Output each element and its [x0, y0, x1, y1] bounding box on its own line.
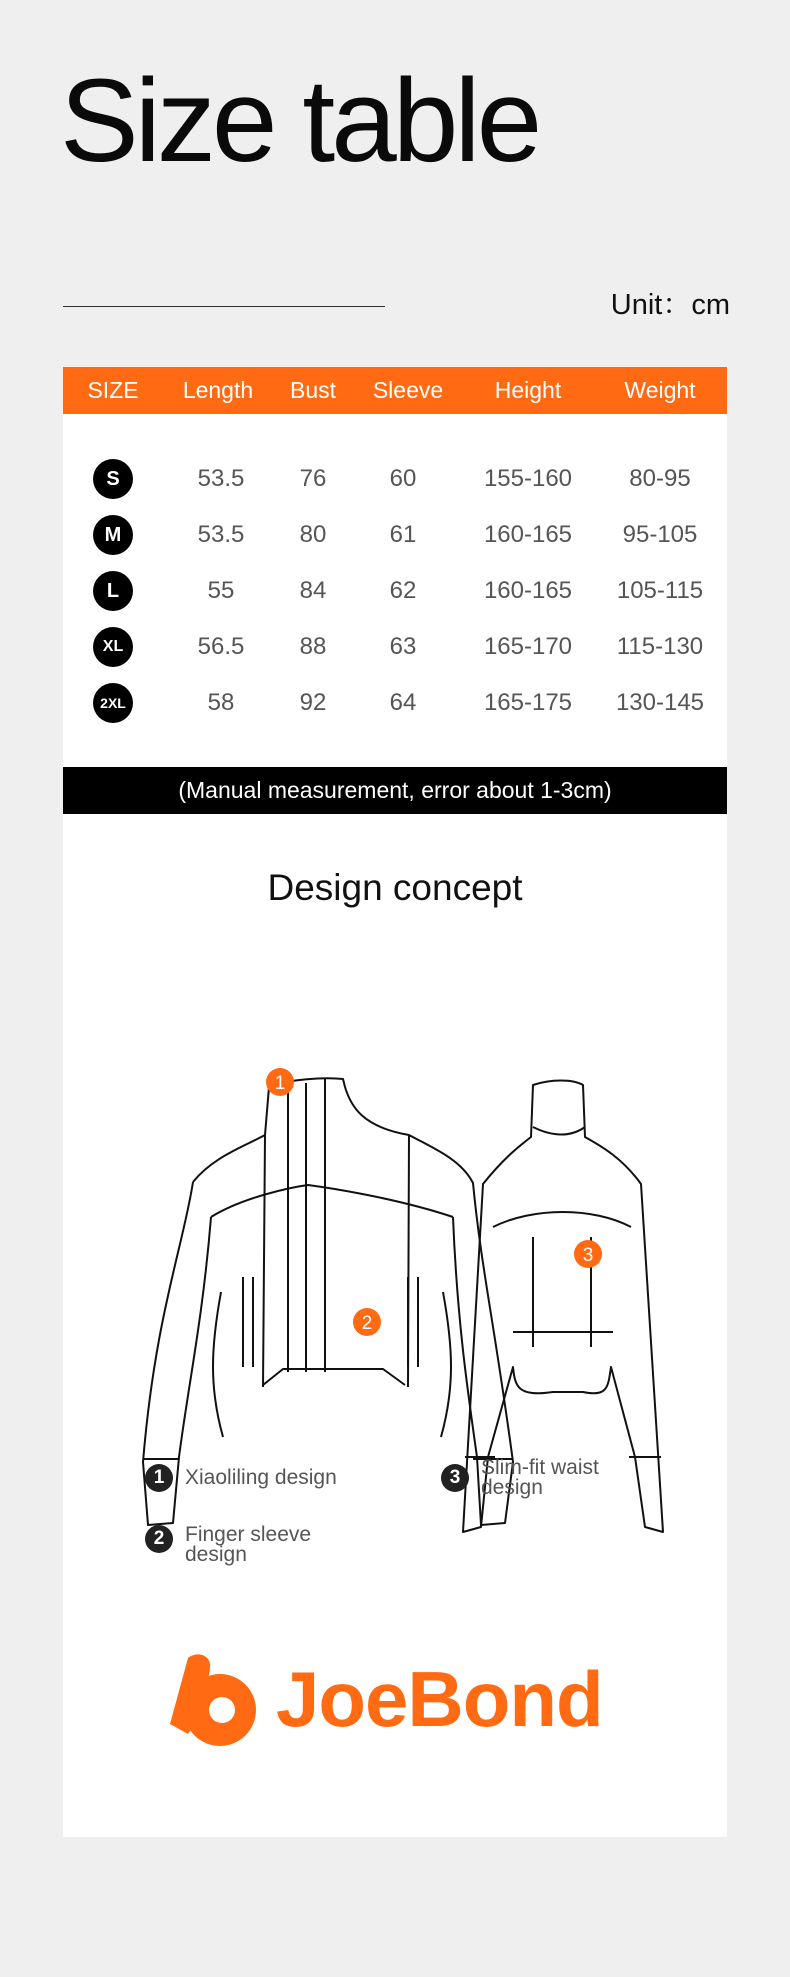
legend-text: Finger sleeve design [185, 1523, 312, 1566]
header-length: Length [182, 377, 254, 403]
size-table-header [63, 367, 727, 414]
design-concept-title: Design concept [267, 867, 523, 908]
marker-1-label: 1 [274, 1073, 286, 1094]
cell-sleeve: 61 [389, 521, 417, 548]
cell-bust: 80 [299, 521, 327, 548]
table-row [63, 455, 727, 503]
cell-weight: 80-95 [629, 465, 691, 492]
cell-weight: 105-115 [616, 577, 704, 604]
cell-sleeve: 60 [389, 465, 417, 492]
cell-height: 160-165 [483, 577, 573, 604]
table-row [63, 567, 727, 615]
size-badge: 2XL [93, 683, 133, 723]
table-row [63, 679, 727, 727]
measurement-note: (Manual measurement, error about 1-3cm) [63, 767, 727, 814]
header-weight: Weight [624, 377, 696, 403]
header-bust: Bust [289, 377, 337, 403]
size-badge: M [93, 515, 133, 555]
size-badge: L [93, 571, 133, 611]
cell-bust: 88 [299, 633, 327, 660]
legend-number: 2 [145, 1525, 173, 1553]
legend-number: 1 [145, 1464, 173, 1492]
cell-height: 165-175 [483, 689, 573, 716]
size-badge: XL [93, 627, 133, 667]
cell-height: 160-165 [483, 521, 573, 548]
marker-3-label: 3 [582, 1245, 594, 1266]
cell-sleeve: 62 [389, 577, 417, 604]
brand-mark-icon [168, 1644, 268, 1754]
cell-sleeve: 63 [389, 633, 417, 660]
legend-text: Slim-fit waist design [481, 1456, 599, 1499]
cell-bust: 84 [299, 577, 327, 604]
cell-weight: 130-145 [615, 689, 705, 716]
cell-length: 56.5 [197, 633, 245, 660]
brand-name: JoeBond [276, 1655, 603, 1743]
cell-length: 58 [207, 689, 235, 716]
legend-text: Xiaoliling design [185, 1466, 337, 1489]
jacket-illustration [63, 987, 727, 1687]
cell-sleeve: 64 [389, 689, 417, 716]
page-title: Size table [60, 55, 539, 187]
cell-height: 155-160 [483, 465, 573, 492]
cell-length: 53.5 [197, 521, 245, 548]
cell-height: 165-170 [483, 633, 573, 660]
cell-weight: 95-105 [622, 521, 698, 548]
size-badge: S [93, 459, 133, 499]
header-height: Height [494, 377, 562, 403]
marker-2-label: 2 [361, 1313, 373, 1334]
header-sleeve: Sleeve [372, 377, 444, 403]
content-card [63, 367, 727, 1837]
cell-bust: 92 [299, 689, 327, 716]
unit-label: Unit：cm [610, 289, 730, 321]
legend-number: 3 [441, 1464, 469, 1492]
table-row [63, 511, 727, 559]
cell-weight: 115-130 [616, 633, 704, 660]
brand-logo [168, 1644, 628, 1754]
jacket-front [143, 1078, 513, 1525]
cell-bust: 76 [299, 465, 327, 492]
cell-length: 55 [207, 577, 235, 604]
title-divider [63, 306, 385, 307]
cell-length: 53.5 [197, 465, 245, 492]
table-row [63, 623, 727, 671]
design-markers [266, 1068, 602, 1336]
header-size: SIZE [87, 377, 139, 403]
